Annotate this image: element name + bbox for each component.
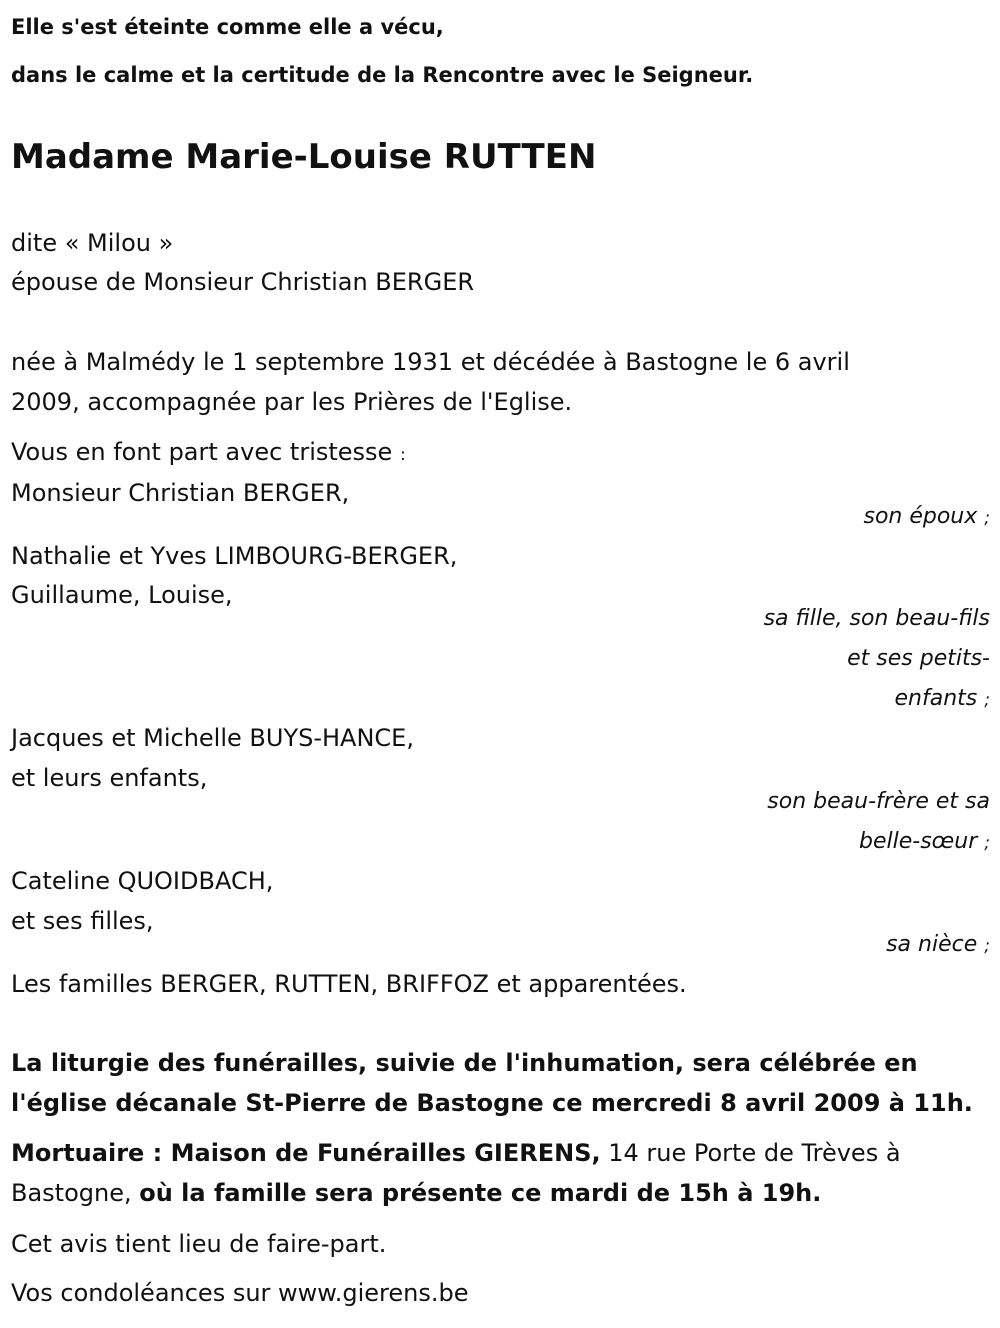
relation-label: enfants ; — [894, 686, 990, 711]
mortuary-line-2 — [11, 1178, 821, 1208]
birth-death-line-2: 2009, accompagnée par les Prières de l'Eglise. — [11, 388, 573, 416]
family-member-line: et leurs enfants, — [11, 764, 208, 792]
condolences-line: Vos condoléances sur www.gierens.be — [11, 1279, 469, 1307]
announcement-text: Vous en font part avec tristesse — [11, 438, 393, 466]
nickname: dite « Milou » — [11, 229, 174, 257]
deceased-name: Madame Marie-Louise RUTTEN — [11, 137, 597, 177]
mortuary-city: Bastogne, — [11, 1179, 140, 1207]
family-presence: où la famille sera présente ce mardi de 15h à 19h. — [139, 1179, 822, 1207]
mortuary-line-1 — [11, 1138, 901, 1168]
announcement-intro — [11, 437, 406, 470]
families-line: Les familles BERGER, RUTTEN, BRIFFOZ et apparentées. — [11, 970, 687, 998]
relation-label: sa fille, son beau-fils — [763, 606, 990, 631]
intro-line-1: Elle s'est éteinte comme elle a vécu, — [11, 15, 444, 39]
relation-label: sa nièce ; — [886, 932, 990, 957]
family-member-line: Guillaume, Louise, — [11, 581, 233, 609]
birth-death-line-1: née à Malmédy le 1 septembre 1931 et décédée à Bastogne le 6 avril — [11, 348, 850, 376]
funeral-line-1: La liturgie des funérailles, suivie de l'inhumation, sera célébrée en — [11, 1049, 918, 1077]
intro-line-2: dans le calme et la certitude de la Rencontre avec le Seigneur. — [11, 63, 754, 87]
mortuary-label: Mortuaire : Maison de Funérailles GIERENS, — [11, 1139, 601, 1167]
relation-label: belle-sœur ; — [859, 829, 990, 854]
funeral-line-2: l'église décanale St-Pierre de Bastogne ce mercredi 8 avril 2009 à 11h. — [11, 1089, 973, 1117]
family-member-line: Cateline QUOIDBACH, — [11, 867, 274, 895]
mortuary-address: 14 rue Porte de Trèves à — [600, 1139, 901, 1167]
announcement-colon: : — [399, 445, 406, 465]
family-member-line: Monsieur Christian BERGER, — [11, 479, 350, 507]
family-member-line: et ses filles, — [11, 907, 154, 935]
family-member-line: Nathalie et Yves LIMBOURG-BERGER, — [11, 542, 458, 570]
relation-label: son beau-frère et sa — [767, 789, 990, 814]
relation-label: son époux ; — [863, 504, 990, 529]
family-member-line: Jacques et Michelle BUYS-HANCE, — [11, 724, 414, 752]
spouse-line: épouse de Monsieur Christian BERGER — [11, 268, 475, 296]
relation-label: et ses petits- — [847, 646, 990, 671]
notice-line: Cet avis tient lieu de faire-part. — [11, 1230, 387, 1258]
